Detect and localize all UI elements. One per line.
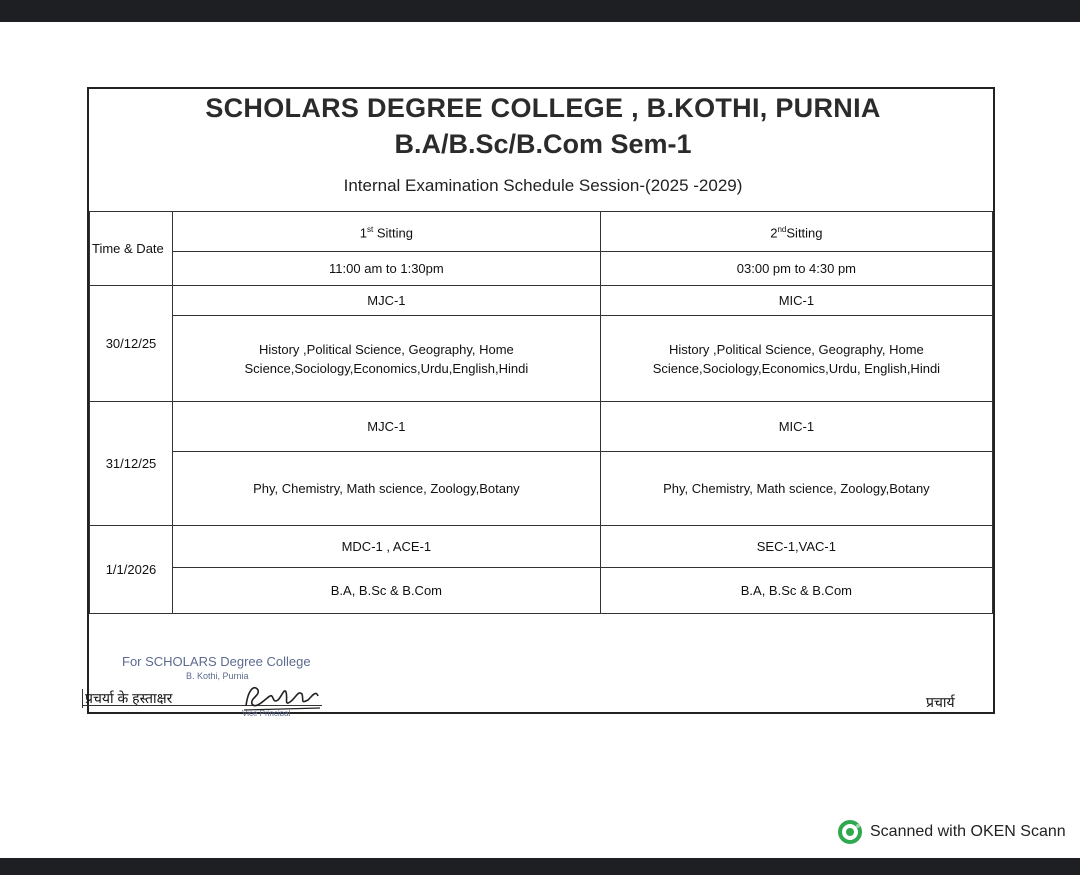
s1-subjects: B.A, B.Sc & B.Com xyxy=(173,568,601,614)
right-sign-label: प्रचार्य xyxy=(926,694,955,710)
s1-paper: MJC-1 xyxy=(173,286,601,316)
sitting2-time: 03:00 pm to 4:30 pm xyxy=(600,252,992,286)
sitting2-sup: nd xyxy=(777,225,787,235)
s1-paper: MDC-1 , ACE-1 xyxy=(173,526,601,568)
s1-subjects: History ,Political Science, Geography, Home Science,Sociology,Economics,Urdu,English,Hindi xyxy=(173,316,601,402)
sitting2-num: 2 xyxy=(770,225,778,241)
s2-paper: MIC-1 xyxy=(600,286,992,316)
sitting2-label: Sitting xyxy=(786,225,823,241)
row-date: 1/1/2026 xyxy=(90,526,173,614)
left-sign-label: प्रचर्या के हस्ताक्षर xyxy=(82,689,172,708)
handwritten-signature xyxy=(240,680,330,721)
s2-subjects: Phy, Chemistry, Math science, Zoology,Botany xyxy=(600,452,992,526)
s1-paper: MJC-1 xyxy=(173,402,601,452)
s2-subjects: B.A, B.Sc & B.Com xyxy=(600,568,992,614)
sitting1-sup: st xyxy=(367,225,374,235)
scanner-text: Scanned with OKEN Scann xyxy=(870,823,1066,840)
scanner-watermark xyxy=(838,820,1066,844)
course-title: B.A/B.Sc/B.Com Sem-1 xyxy=(394,129,692,159)
row-date: 31/12/25 xyxy=(90,402,173,526)
s2-paper: MIC-1 xyxy=(600,402,992,452)
time-date-header: Time & Date xyxy=(90,212,173,286)
session-title: Internal Examination Schedule Session-(2025 -2029) xyxy=(343,176,743,195)
sitting1-num: 1 xyxy=(359,225,368,241)
schedule-document xyxy=(87,87,995,714)
signature-caption: Vice Principal xyxy=(242,709,291,716)
college-stamp-place: B. Kothi, Purnia xyxy=(186,671,249,681)
row-date: 30/12/25 xyxy=(90,286,173,402)
s2-subjects: History ,Political Science, Geography, Home Science,Sociology,Economics,Urdu, English,Hindi xyxy=(600,316,992,402)
sitting1-label: Sitting xyxy=(373,225,413,241)
schedule-table xyxy=(89,211,993,614)
college-title: SCHOLARS DEGREE COLLEGE , B.KOTHI, PURNIA xyxy=(205,93,881,123)
s1-subjects: Phy, Chemistry, Math science, Zoology,Botany xyxy=(173,452,601,526)
s2-paper: SEC-1,VAC-1 xyxy=(600,526,992,568)
college-stamp: For SCHOLARS Degree College xyxy=(122,654,311,669)
oken-scanner-icon xyxy=(838,820,862,844)
sitting1-time: 11:00 am to 1:30pm xyxy=(173,252,601,286)
sitting1-header xyxy=(173,212,601,252)
bottom-bar xyxy=(0,858,1080,875)
sitting2-header xyxy=(600,212,992,252)
top-bar xyxy=(0,0,1080,22)
